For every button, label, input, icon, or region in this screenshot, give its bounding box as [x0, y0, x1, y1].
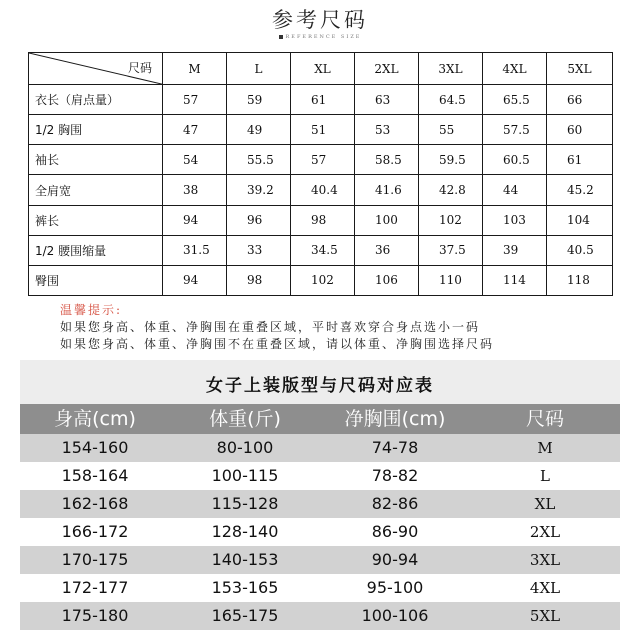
- measurement-value: 114: [483, 265, 547, 295]
- size-chart-cell: 172-177: [61, 578, 129, 597]
- size-chart-row: [20, 518, 620, 546]
- size-chart-cell: 2XL: [529, 523, 561, 541]
- measurement-value: 42.8: [419, 175, 483, 205]
- measurement-row: [29, 115, 613, 145]
- size-chart-rows: [20, 434, 620, 630]
- size-chart-cell: 128-140: [211, 522, 279, 541]
- measurement-value: 38: [163, 175, 227, 205]
- measurement-value: 103: [483, 205, 547, 235]
- measurement-value: 94: [163, 205, 227, 235]
- size-chart-cell: M: [537, 439, 553, 457]
- measurement-value: 102: [291, 265, 355, 295]
- measurement-label: 衣长（肩点量）: [29, 85, 163, 115]
- measurement-value: 55.5: [227, 145, 291, 175]
- size-header-cell: XL: [291, 53, 355, 85]
- measurement-table: [28, 52, 613, 296]
- measurement-value: 45.2: [547, 175, 613, 205]
- measurement-value: 39.2: [227, 175, 291, 205]
- size-chart-cell: 95-100: [366, 578, 424, 597]
- size-chart-cell: 82-86: [371, 494, 419, 513]
- size-chart-row: [20, 602, 620, 630]
- measurement-value: 55: [419, 115, 483, 145]
- measurement-value: 57.5: [483, 115, 547, 145]
- size-chart-cell: 78-82: [371, 466, 419, 485]
- measurement-value: 49: [227, 115, 291, 145]
- measurement-label: 1/2 胸围: [29, 115, 163, 145]
- measurement-value: 61: [547, 145, 613, 175]
- measurement-row: [29, 205, 613, 235]
- page-subtitle: [0, 34, 640, 40]
- size-chart-header-cell: 尺码: [525, 408, 564, 430]
- size-header-cell: 5XL: [547, 53, 613, 85]
- size-chart-cell: L: [540, 467, 550, 485]
- measurement-value: 54: [163, 145, 227, 175]
- size-chart-header-cell: 体重(斤): [209, 408, 281, 430]
- size-chart-row: [20, 574, 620, 602]
- measurement-value: 51: [291, 115, 355, 145]
- measurement-value: 59.5: [419, 145, 483, 175]
- measurement-row: [29, 85, 613, 115]
- size-chart-cell: 5XL: [529, 607, 561, 625]
- size-chart-cell: 115-128: [211, 494, 279, 513]
- tips-line-2: 如果您身高、体重、净胸围不在重叠区域，请以体重、净胸围选择尺码: [60, 337, 495, 351]
- measurement-value: 40.5: [547, 235, 613, 265]
- measurement-value: 40.4: [291, 175, 355, 205]
- measurement-value: 63: [355, 85, 419, 115]
- measurement-value: 41.6: [355, 175, 419, 205]
- measurement-value: 37.5: [419, 235, 483, 265]
- size-chart-cell: 3XL: [529, 551, 561, 569]
- measurement-value: 96: [227, 205, 291, 235]
- measurement-label: 袖长: [29, 145, 163, 175]
- measurement-label: 裤长: [29, 205, 163, 235]
- tips-title: 温馨提示:: [60, 303, 123, 317]
- size-chart-header: [20, 404, 620, 434]
- size-chart-cell: 175-180: [61, 606, 129, 625]
- measurement-label: 全肩宽: [29, 175, 163, 205]
- size-chart-cell: 165-175: [211, 606, 279, 625]
- tips-box: [20, 298, 620, 358]
- measurement-value: 61: [291, 85, 355, 115]
- measurement-value: 39: [483, 235, 547, 265]
- measurement-row: [29, 145, 613, 175]
- square-marker-icon: [279, 35, 283, 39]
- size-chart-row: [20, 546, 620, 574]
- size-header-cell: 3XL: [419, 53, 483, 85]
- measurement-value: 110: [419, 265, 483, 295]
- measurement-value: 106: [355, 265, 419, 295]
- size-header-cell: 2XL: [355, 53, 419, 85]
- measurement-value: 94: [163, 265, 227, 295]
- size-chart-cell: 166-172: [61, 522, 129, 541]
- measurement-value: 57: [291, 145, 355, 175]
- size-chart-cell: 158-164: [61, 466, 129, 485]
- measurement-row: [29, 235, 613, 265]
- measurement-value: 60: [547, 115, 613, 145]
- size-chart-section: [20, 360, 620, 630]
- measurement-value: 36: [355, 235, 419, 265]
- measurement-header-row: [29, 53, 613, 85]
- size-chart-cell: XL: [534, 495, 556, 513]
- size-chart-cell: 162-168: [61, 494, 129, 513]
- measurement-value: 66: [547, 85, 613, 115]
- corner-label: 尺码: [127, 61, 152, 75]
- measurement-value: 33: [227, 235, 291, 265]
- measurement-value: 47: [163, 115, 227, 145]
- size-chart-cell: 100-106: [361, 606, 429, 625]
- measurement-value: 64.5: [419, 85, 483, 115]
- measurement-value: 118: [547, 265, 613, 295]
- size-chart-header-cell: 身高(cm): [54, 408, 136, 430]
- measurement-value: 53: [355, 115, 419, 145]
- tips-line-1: 如果您身高、体重、净胸围在重叠区域，平时喜欢穿合身点选小一码: [60, 320, 481, 334]
- measurement-label: 1/2 腰围缩量: [29, 235, 163, 265]
- size-chart-row: [20, 434, 620, 462]
- measurement-row: [29, 265, 613, 295]
- size-chart-cell: 170-175: [61, 550, 129, 569]
- size-chart-cell: 90-94: [371, 550, 419, 569]
- size-chart-cell: 140-153: [211, 550, 279, 569]
- measurement-value: 57: [163, 85, 227, 115]
- measurement-value: 60.5: [483, 145, 547, 175]
- measurement-label: 臀围: [29, 265, 163, 295]
- corner-cell: [29, 53, 163, 85]
- measurement-value: 98: [227, 265, 291, 295]
- subtitle-text: REFERENCE SIZE: [285, 34, 362, 40]
- measurement-value: 34.5: [291, 235, 355, 265]
- measurement-row: [29, 175, 613, 205]
- size-chart-cell: 4XL: [529, 579, 561, 597]
- size-header-cell: L: [227, 53, 291, 85]
- size-chart-header-cell: 净胸围(cm): [344, 408, 446, 430]
- measurement-value: 31.5: [163, 235, 227, 265]
- size-chart-cell: 100-115: [211, 466, 279, 485]
- size-chart-cell: 153-165: [211, 578, 279, 597]
- size-chart-cell: 154-160: [61, 438, 129, 457]
- measurement-value: 98: [291, 205, 355, 235]
- measurement-value: 104: [547, 205, 613, 235]
- size-header-cell: 4XL: [483, 53, 547, 85]
- measurement-value: 44: [483, 175, 547, 205]
- size-chart-row: [20, 462, 620, 490]
- page-title: 参考尺码: [272, 8, 368, 32]
- size-chart-cell: 80-100: [216, 438, 274, 457]
- measurement-value: 100: [355, 205, 419, 235]
- measurement-value: 65.5: [483, 85, 547, 115]
- size-header-cell: M: [163, 53, 227, 85]
- size-chart-cell: 74-78: [371, 438, 419, 457]
- measurement-value: 58.5: [355, 145, 419, 175]
- measurement-value: 102: [419, 205, 483, 235]
- measurement-value: 59: [227, 85, 291, 115]
- size-chart-row: [20, 490, 620, 518]
- size-chart-cell: 86-90: [371, 522, 419, 541]
- size-chart-title: 女子上装版型与尺码对应表: [206, 376, 434, 396]
